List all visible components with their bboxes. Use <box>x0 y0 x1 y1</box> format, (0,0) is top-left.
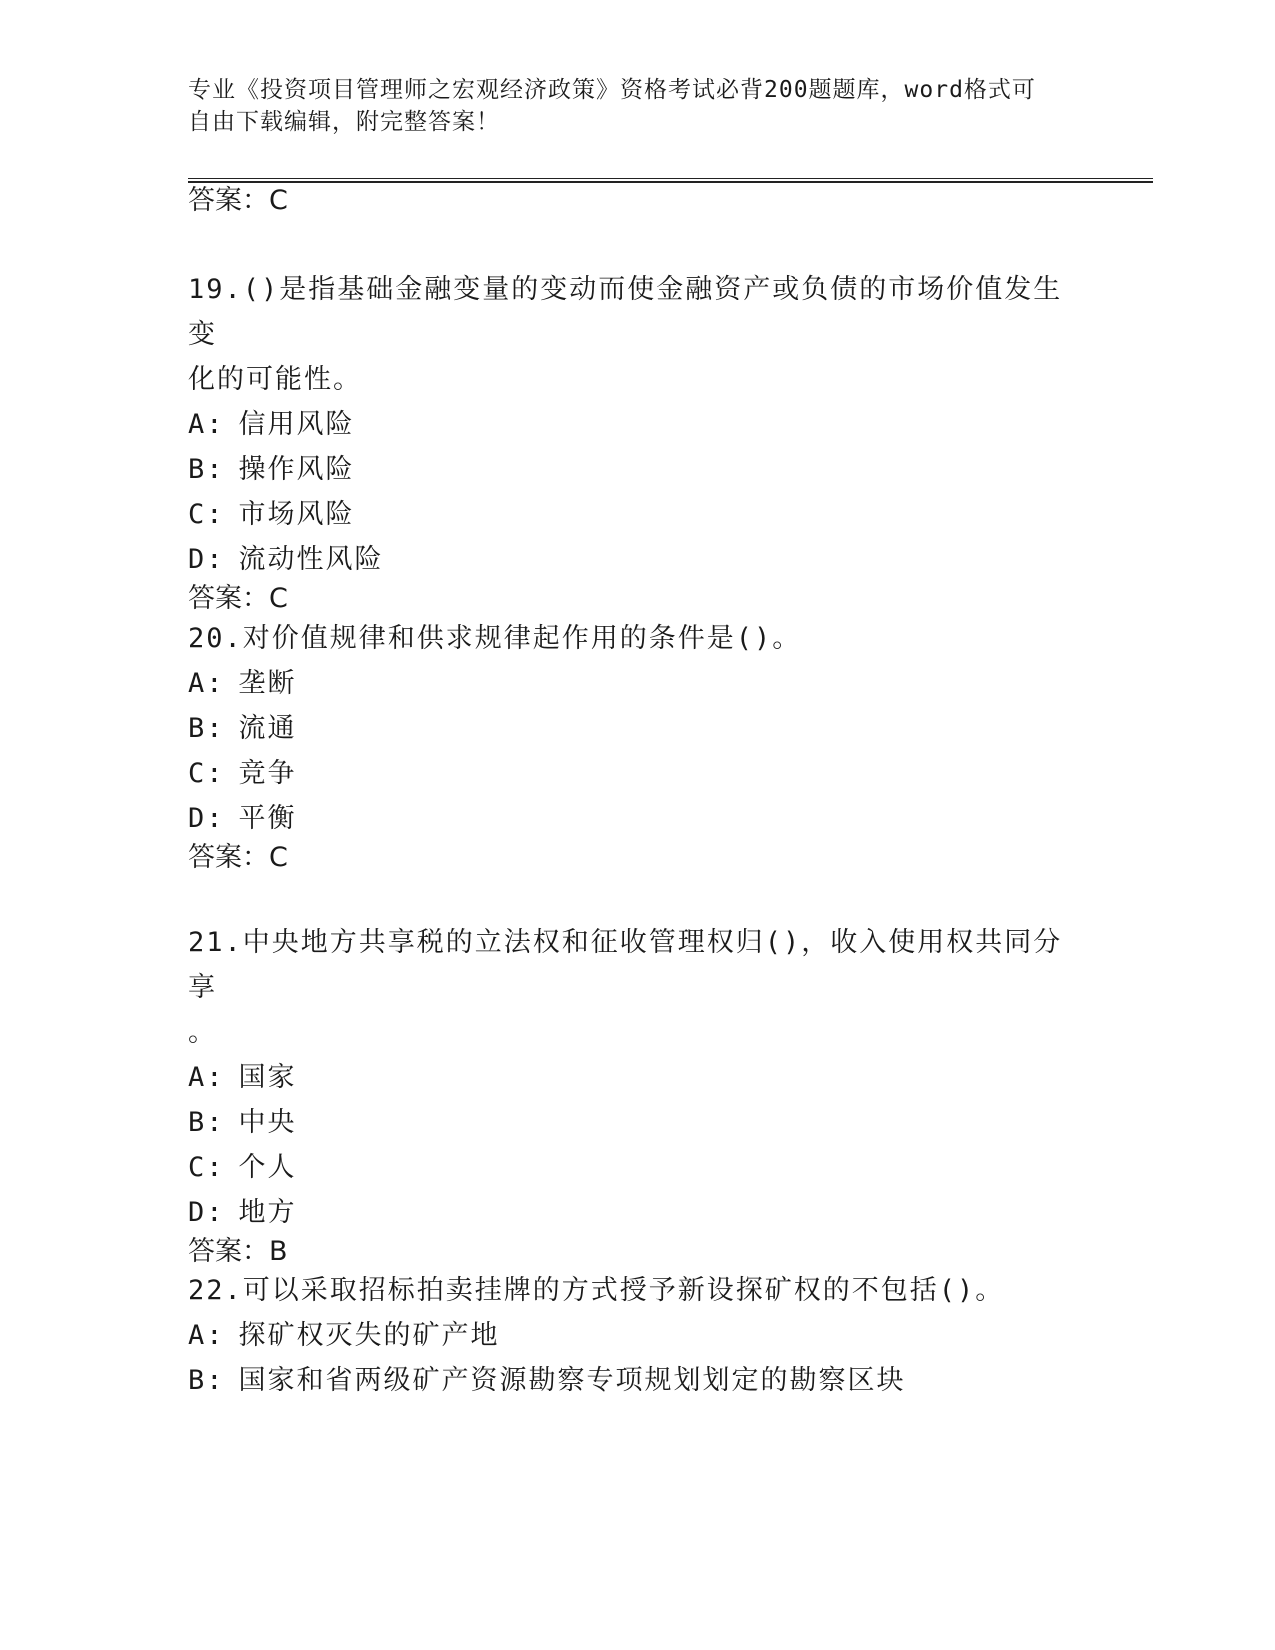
option-text: 探矿权灭失的矿产地 <box>238 1320 500 1351</box>
question-number: 20. <box>188 623 243 654</box>
answer-label: 答案： <box>188 842 269 873</box>
option-text: 垄断 <box>238 668 297 699</box>
option-letter: B: <box>188 713 225 744</box>
option-letter: B: <box>188 454 225 485</box>
question-22 <box>188 1268 1068 1403</box>
answer-value: C <box>269 583 288 614</box>
question-stem-line-2: 化的可能性。 <box>188 364 362 395</box>
question-19 <box>188 267 1068 616</box>
option-text: 市场风险 <box>238 499 355 530</box>
question-stem <box>188 267 1068 357</box>
option-text: 信用风险 <box>238 409 355 440</box>
document-page <box>188 0 1153 1650</box>
option-letter: A: <box>188 1320 225 1351</box>
header-line-1: 专业《投资项目管理师之宏观经济政策》资格考试必背200题题库，word格式可 <box>188 77 1036 103</box>
question-stem <box>188 920 1068 1010</box>
option-letter: A: <box>188 668 225 699</box>
option-a <box>188 661 1068 706</box>
answer-value: C <box>269 185 288 216</box>
option-b <box>188 1100 1068 1145</box>
question-number: 21. <box>188 927 243 958</box>
option-text: 个人 <box>238 1152 297 1183</box>
option-b <box>188 447 1068 492</box>
option-c <box>188 1145 1068 1190</box>
question-answer <box>188 841 1068 875</box>
option-a <box>188 402 1068 447</box>
question-20 <box>188 616 1068 875</box>
document-header <box>188 74 1068 138</box>
question-stem-line-1: 对价值规律和供求规律起作用的条件是()。 <box>242 623 802 654</box>
question-number: 22. <box>188 1275 243 1306</box>
option-b <box>188 706 1068 751</box>
option-letter: D: <box>188 1197 225 1228</box>
option-a <box>188 1313 1068 1358</box>
option-d <box>188 1190 1068 1235</box>
question-stem <box>188 1268 1068 1313</box>
option-a <box>188 1055 1068 1100</box>
header-line-2: 自由下载编辑，附完整答案！ <box>188 109 500 135</box>
option-letter: D: <box>188 803 225 834</box>
header-divider <box>188 178 1153 183</box>
option-c <box>188 751 1068 796</box>
option-d <box>188 537 1068 582</box>
question-answer <box>188 1235 1068 1269</box>
answer-label: 答案： <box>188 583 269 614</box>
option-letter: C: <box>188 1152 225 1183</box>
question-answer <box>188 582 1068 616</box>
answer-label: 答案： <box>188 1236 269 1267</box>
option-text: 竞争 <box>238 758 297 789</box>
question-stem-line-1: ()是指基础金融变量的变动而使金融资产或负债的市场价值发生变 <box>188 274 1063 350</box>
option-letter: A: <box>188 1062 225 1093</box>
option-letter: A: <box>188 409 225 440</box>
option-letter: C: <box>188 758 225 789</box>
option-d <box>188 796 1068 841</box>
option-text: 中央 <box>238 1107 297 1138</box>
question-stem <box>188 616 1068 661</box>
question-stem-line-2: 。 <box>188 1017 217 1048</box>
option-text: 操作风险 <box>238 454 355 485</box>
option-text: 地方 <box>238 1197 297 1228</box>
question-stem-line-1: 可以采取招标拍卖挂牌的方式授予新设探矿权的不包括()。 <box>242 1275 1005 1306</box>
option-c <box>188 492 1068 537</box>
option-letter: B: <box>188 1365 225 1396</box>
option-letter: B: <box>188 1107 225 1138</box>
option-text: 流动性风险 <box>238 544 384 575</box>
option-text: 流通 <box>238 713 297 744</box>
answer-value: C <box>269 842 288 873</box>
question-number: 19. <box>188 274 243 305</box>
answer-value: B <box>269 1236 288 1267</box>
option-text: 国家和省两级矿产资源勘察专项规划划定的勘察区块 <box>238 1365 906 1396</box>
prev-answer <box>188 184 1068 218</box>
question-stem-line-1: 中央地方共享税的立法权和征收管理权归()，收入使用权共同分享 <box>188 927 1063 1003</box>
option-b <box>188 1358 1068 1403</box>
option-letter: C: <box>188 499 225 530</box>
question-21 <box>188 920 1068 1269</box>
option-text: 平衡 <box>238 803 297 834</box>
option-text: 国家 <box>238 1062 297 1093</box>
option-letter: D: <box>188 544 225 575</box>
answer-label: 答案： <box>188 185 269 216</box>
